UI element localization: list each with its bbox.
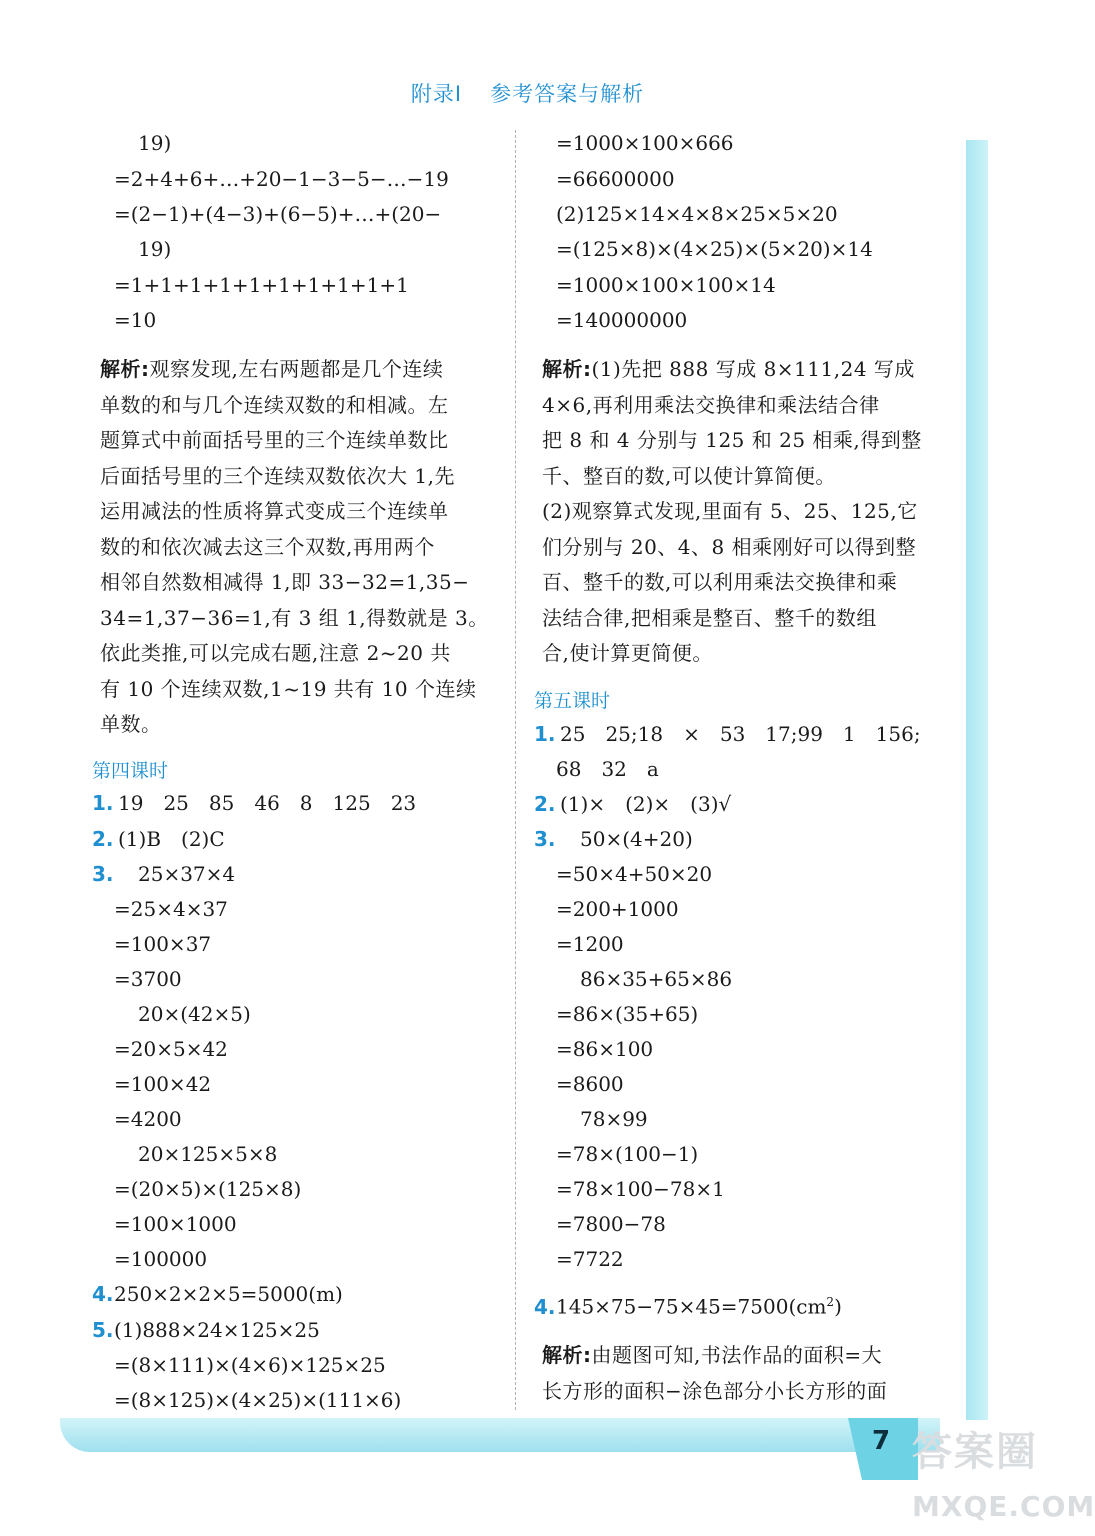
calc-line: =1200 (556, 932, 624, 956)
calc-line: =200+1000 (556, 897, 679, 921)
question-5: 5.(1)888×24×125×25 (92, 1318, 320, 1342)
column-divider (515, 130, 516, 1410)
analysis-label: 解析: (542, 1343, 592, 1367)
question-1: 1. 25 25;18 × 53 17;99 1 156; (534, 722, 921, 746)
calc-line: =1+1+1+1+1+1+1+1+1+1 (114, 273, 409, 297)
calc-line: =140000000 (556, 308, 688, 332)
calc-line: =7800−78 (556, 1212, 666, 1236)
question-2: 2. (1)× (2)× (3)√ (534, 792, 732, 816)
analysis-paragraph: 解析:观察发现,左右两题都是几个连续 单数的和与几个连续双数的和相减。左 题算式中前面括号里的三个连续单数比 后面括号里的三个连续双数依次大 1,先 运用减法的性质将算式变成三个连续单 数的和依次减去这三个双数,再用两个 相邻自然数相减得 1,即 33−32=1,35− 34=1,37−36=1,有 3 组 1,得数就是 3。 依此类推,可以完成右题,注意 2~20 共 有 10 个连续双数,1~19 共有 10 个连续 单数。 (100, 357, 489, 736)
side-decoration-band (966, 140, 988, 1420)
calc-line: =10 (114, 308, 157, 332)
analysis-paragraph: 解析:由题图可知,书法作品的面积=大 长方形的面积−涂色部分小长方形的面 (542, 1343, 888, 1403)
question-1: 1. 19 25 85 46 8 125 23 (92, 791, 417, 815)
watermark-logo (912, 1420, 1095, 1530)
calc-line: =86×100 (556, 1037, 654, 1061)
calc-line: =100000 (114, 1247, 208, 1271)
watermark-text: 答案圈 (912, 1429, 1038, 1475)
page-number: 7 (872, 1426, 891, 1456)
calc-line: =7722 (556, 1247, 624, 1271)
calc-line: =8600 (556, 1072, 624, 1096)
calc-line: =3700 (114, 967, 182, 991)
footer-band (60, 1418, 940, 1452)
calc-line: =100×1000 (114, 1212, 237, 1236)
calc-line: 20×(42×5) (138, 1002, 251, 1026)
calc-line: =50×4+50×20 (556, 862, 713, 886)
calc-line: 19) (138, 237, 172, 261)
calc-line: =25×4×37 (114, 897, 228, 921)
header-appendix: 附录Ⅰ (410, 82, 463, 106)
watermark-url: MXQE.COM (912, 1490, 1095, 1523)
question-3: 3. 25×37×4 (92, 862, 236, 886)
calc-line: =(2−1)+(4−3)+(6−5)+…+(20− (114, 202, 442, 226)
section-title-lesson-5: 第五课时 (534, 690, 611, 712)
calc-line: =78×100−78×1 (556, 1177, 725, 1201)
calc-line: =100×42 (114, 1072, 212, 1096)
calc-line: (2)125×14×4×8×25×5×20 (556, 202, 838, 226)
header-title: 参考答案与解析 (490, 82, 645, 106)
analysis-label: 解析: (100, 357, 150, 381)
question-1-continued: 68 32 a (556, 757, 659, 781)
calc-line: 78×99 (580, 1107, 648, 1131)
calc-line: =(20×5)×(125×8) (114, 1177, 302, 1201)
calc-line: 86×35+65×86 (580, 967, 733, 991)
calc-line: =4200 (114, 1107, 182, 1131)
calc-line: 20×125×5×8 (138, 1142, 278, 1166)
analysis-paragraph: 解析:(1)先把 888 写成 8×111,24 写成 4×6,再利用乘法交换律和乘法结合律 把 8 和 4 分别与 125 和 25 相乘,得到整 千、整百的数,可以使计算简便。 (2)观察算式发现,里面有 5、25、125,它 们分别与 20、4、8 相乘刚好可以得到整 百、整千的数,可以利用乘法交换律和乘 法结合律,把相乘是整百、整千的数组 合,使计算更简便。 (542, 357, 922, 665)
section-title-lesson-4: 第四课时 (92, 760, 169, 782)
analysis-label: 解析: (542, 357, 592, 381)
question-3: 3. 50×(4+20) (534, 827, 693, 851)
calc-line: =(8×111)×(4×6)×125×25 (114, 1353, 386, 1377)
question-4: $4.145\times 75-75\times 45=7500(cm^2)$ (534, 1294, 842, 1319)
question-4: 4.250×2×2×5=5000(m) (92, 1282, 343, 1306)
calc-line: =(8×125)×(4×25)×(111×6) (114, 1388, 402, 1412)
calc-line: =20×5×42 (114, 1037, 228, 1061)
question-2: 2. (1)B (2)C (92, 827, 225, 851)
calc-line: =100×37 (114, 932, 212, 956)
calc-line: =86×(35+65) (556, 1002, 699, 1026)
calc-line: 19) (138, 131, 172, 155)
calc-line: =2+4+6+…+20−1−3−5−…−19 (114, 167, 449, 191)
page-header (0, 78, 1055, 108)
calc-line: =1000×100×666 (556, 131, 734, 155)
calc-line: =1000×100×100×14 (556, 273, 776, 297)
calc-line: =(125×8)×(4×25)×(5×20)×14 (556, 237, 873, 261)
calc-line: =78×(100−1) (556, 1142, 699, 1166)
calc-line: =66600000 (556, 167, 675, 191)
